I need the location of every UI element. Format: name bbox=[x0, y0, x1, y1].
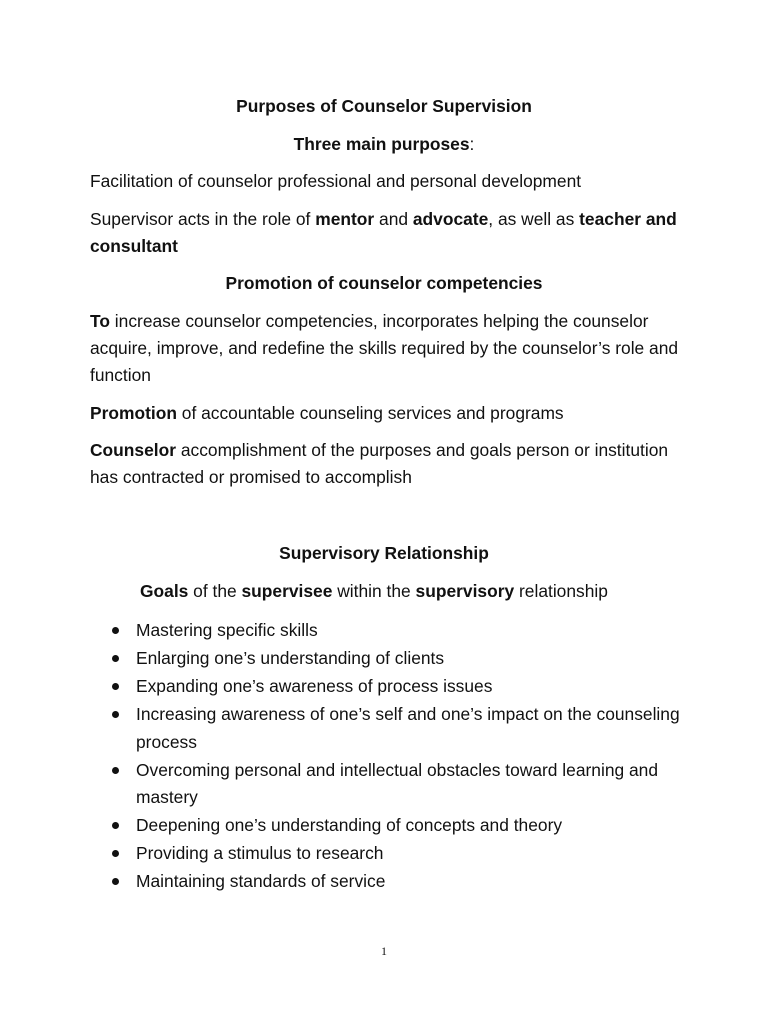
text-run: , as well as bbox=[488, 209, 580, 229]
paragraph-counselor bbox=[90, 437, 680, 491]
bold-promotion: Promotion bbox=[90, 403, 177, 423]
list-item-text: Mastering specific skills bbox=[136, 620, 318, 640]
list-item bbox=[112, 868, 682, 896]
list-item-text: Overcoming personal and intellectual obstacles toward learning and mastery bbox=[136, 759, 659, 807]
bullet-dot-icon bbox=[112, 711, 119, 718]
text-run: relationship bbox=[514, 581, 608, 601]
section-heading-competencies: Promotion of counselor competencies bbox=[225, 273, 543, 293]
list-item-text: Expanding one’s awareness of process issues bbox=[136, 676, 493, 696]
list-item-text: Providing a stimulus to research bbox=[136, 843, 384, 863]
paragraph-facilitation: Facilitation of counselor professional and personal development bbox=[90, 171, 582, 191]
bullet-dot-icon bbox=[112, 683, 119, 690]
text-run: accomplishment of the purposes and goals person or institution has contracted or promised to accomplish bbox=[90, 440, 669, 487]
list-item bbox=[112, 617, 682, 645]
text-run: and bbox=[374, 209, 413, 229]
bold-to: To bbox=[90, 311, 110, 331]
list-item-text: Deepening one’s understanding of concepts and theory bbox=[136, 815, 563, 835]
subtitle-bold: Three main purposes bbox=[293, 134, 470, 154]
bold-supervisee: supervisee bbox=[241, 581, 333, 601]
section-heading-relationship: Supervisory Relationship bbox=[279, 543, 489, 563]
list-item bbox=[112, 673, 682, 701]
bullet-dot-icon bbox=[112, 850, 119, 857]
paragraph-supervisor-role bbox=[90, 206, 680, 260]
bullet-dot-icon bbox=[112, 627, 119, 634]
text-run: within the bbox=[332, 581, 416, 601]
bold-mentor: mentor bbox=[315, 209, 375, 229]
bold-supervisory: supervisory bbox=[415, 581, 515, 601]
subtitle bbox=[0, 131, 768, 158]
list-item bbox=[112, 757, 682, 812]
list-item bbox=[112, 812, 682, 840]
bullet-dot-icon bbox=[112, 878, 119, 885]
list-item-text: Maintaining standards of service bbox=[136, 871, 386, 891]
bold-goals: Goals bbox=[140, 581, 189, 601]
list-item bbox=[112, 701, 682, 756]
subtitle-colon: : bbox=[469, 134, 475, 154]
list-item bbox=[112, 840, 682, 868]
goals-bullet-list bbox=[112, 617, 682, 896]
bullet-dot-icon bbox=[112, 655, 119, 662]
bold-counselor: Counselor bbox=[90, 440, 176, 460]
paragraph-competencies bbox=[90, 308, 680, 389]
bold-advocate: advocate bbox=[412, 209, 489, 229]
list-item-text: Enlarging one’s understanding of clients bbox=[136, 648, 445, 668]
page-number: 1 bbox=[381, 944, 387, 958]
list-item bbox=[112, 645, 682, 673]
list-item-text: Increasing awareness of one’s self and one’s impact on the counseling process bbox=[136, 704, 680, 752]
bullet-dot-icon bbox=[112, 767, 119, 774]
text-run: of accountable counseling services and programs bbox=[176, 403, 564, 423]
bullet-dot-icon bbox=[112, 822, 119, 829]
paragraph-promotion bbox=[90, 400, 680, 427]
document-title: Purposes of Counselor Supervision bbox=[236, 96, 532, 116]
bold-teacher-consultant: teacher and consultant bbox=[90, 209, 677, 256]
text-run: Supervisor acts in the role of bbox=[90, 209, 316, 229]
text-run: of the bbox=[188, 581, 242, 601]
goals-line bbox=[140, 578, 740, 605]
text-run: increase counselor competencies, incorporates helping the counselor acquire, improve, and redefine the skills required by the counselor’s role and function bbox=[90, 311, 679, 385]
